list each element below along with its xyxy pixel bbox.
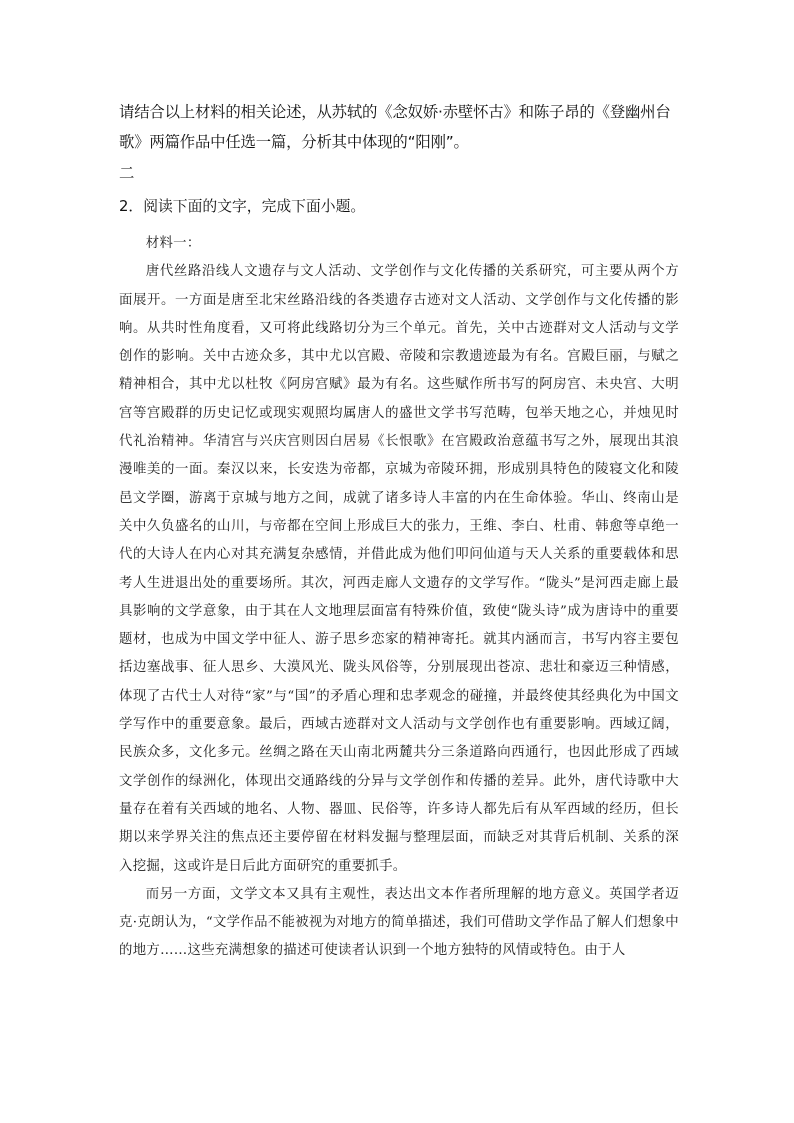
material-label: 材料一： — [145, 236, 201, 251]
section-number: 二 — [119, 164, 135, 182]
article-body — [119, 230, 679, 966]
paragraph-2: 而另一方面，文学文本又具有主观性，表达出文本作者所理解的地方意义。英国学者迈克·克朗认为，“文学作品不能被视为对地方的简单描述，我们可借助文学作品了解人们想象中的地方……这些充满想象的描述可使读者认识到一个地方独特的风情或特色。由于人 — [119, 886, 679, 959]
question-heading: 2．阅读下面的文字，完成下面小题。 — [119, 198, 366, 215]
paragraph-1: 唐代丝路沿线人文遗存与文人活动、文学创作与文化传播的关系研究，可主要从两个方面展开。一方面是唐至北宋丝路沿线的各类遗存古迹对文人活动、文学创作与文化传播的影响。从共时性角度看，又可将此线路切分为三个单元。首先，关中古迹群对文人活动与文学创作的影响。关中古迹众多，其中尤以宫殿、帝陵和宗教遗迹最为有名。宫殿巨丽，与赋之精神相合，其中尤以杜牧《阿房宫赋》最为有名。这些赋作所书写的阿房宫、未央宫、大明宫等宫殿群的历史记忆或现实观照均属唐人的盛世文学书写范畴，包举天地之心，并烛见时代礼治精神。华清宫与兴庆宫则因白居易《长恨歌》在宫殿政治意蕴书写之外，展现出其浪漫唯美的一面。秦汉以来，长安迭为帝都，京城为帝陵环拥，形成别具特色的陵寝文化和陵邑文学圈，游离于京城与地方之间，成就了诸多诗人丰富的内在生命体验。华山、终南山是关中久负盛名的山川，与帝都在空间上形成巨大的张力，王维、李白、杜甫、韩愈等卓绝一代的大诗人在内心对其充满复杂感情，并借此成为他们叩问仙道与天人关系的重要载体和思考人生进退出处的重要场所。其次，河西走廊人文遗存的文学写作。“陇头”是河西走廊上最具影响的文学意象，由于其在人文地理层面富有特殊价值，致使“陇头诗”成为唐诗中的重要题材，也成为中国文学中征人、游子思乡恋家的精神寄托。就其内涵而言，书写内容主要包括边塞战事、征人思乡、大漠风光、陇头风俗等，分别展现出苍凉、悲壮和豪迈三种情感，体现了古代士人对待“家”与“国”的矛盾心理和忠孝观念的碰撞，并最终使其经典化为中国文学写作中的重要意象。最后，西域古迹群对文人活动与文学创作也有重要影响。西域辽阔，民族众多，文化多元。丝绸之路在天山南北两麓共分三条道路向西通行，也因此形成了西域文学创作的绿洲化，体现出交通路线的分异与文学创作和传播的差异。此外，唐代诗歌中大量存在着有关西域的地名、人物、器皿、民俗等，许多诗人都先后有从军西域的经历，但长期以来学界关注的焦点还主要停留在材料发掘与整理层面，而缺乏对其背后机制、关系的深入挖掘，这或许是日后此方面研究的重要抓手。 — [119, 264, 679, 874]
prompt-text: 请结合以上材料的相关论述，从苏轼的《念奴娇·赤壁怀古》和陈子昂的《登幽州台歌》两篇作品中任选一篇，分析其中体现的“阳刚”。 — [119, 103, 671, 151]
